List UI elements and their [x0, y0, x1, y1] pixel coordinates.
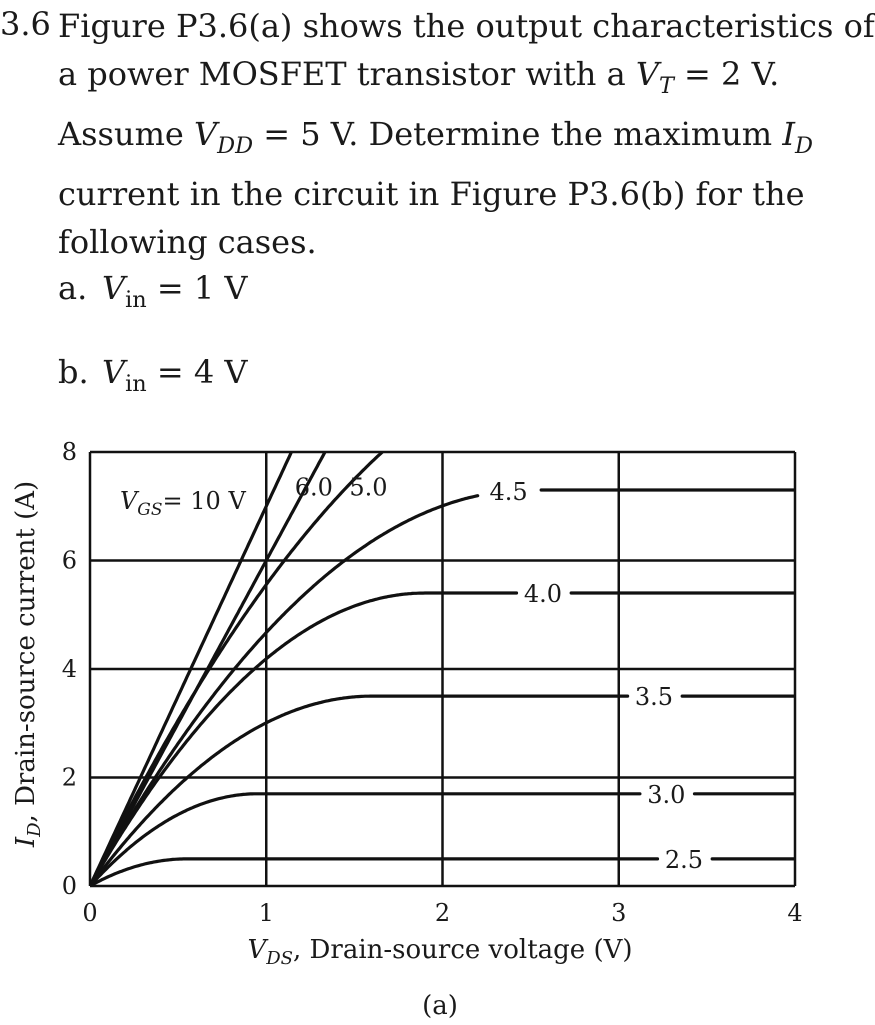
x-tick-label-1: 1	[258, 899, 274, 927]
problem-line-2-text: a power MOSFET transistor with a	[58, 55, 626, 93]
case-a-value: = 1 V	[146, 269, 248, 307]
figure-caption: (a)	[422, 991, 458, 1021]
grid-lines	[90, 452, 795, 886]
case-a-subscript: in	[125, 286, 147, 313]
problem-statement	[0, 0, 875, 400]
x-tick-label-3: 3	[611, 899, 627, 927]
case-a-label: a.	[58, 269, 88, 307]
problem-line-5: following cases.	[58, 222, 317, 261]
y-tick-label-6: 6	[61, 546, 77, 575]
curve-label-vgs-10	[120, 487, 246, 520]
curve-vgs-4-5-segment-0	[90, 496, 478, 886]
id-symbol: I	[782, 114, 795, 153]
id-subscript: D	[794, 132, 813, 159]
curve-vgs-4-0-segment-0	[90, 593, 517, 886]
vt-symbol: V	[635, 55, 659, 93]
curve-label-4-0: 4.0	[523, 580, 563, 609]
curve-label-2-5: 2.5	[664, 845, 704, 874]
x-axis-label-subscript: DS	[266, 948, 294, 969]
vt-subscript: T	[658, 72, 674, 99]
vdd-symbol: V	[194, 114, 218, 153]
x-axis-label-symbol: V	[247, 935, 267, 965]
vt-value: = 2 V.	[673, 55, 780, 93]
x-tick-label-4: 4	[787, 899, 803, 927]
problem-text	[58, 2, 875, 266]
case-b	[58, 352, 248, 404]
y-tick-label-2: 2	[61, 763, 77, 792]
y-tick-label-0: 0	[61, 872, 77, 900]
problem-number: 3.6	[0, 5, 51, 43]
y-axis-label-symbol: I	[11, 836, 41, 848]
chart-container	[0, 430, 807, 1021]
curve-label-5-0: 5.0	[349, 473, 388, 502]
vgs-symbol: V	[119, 486, 138, 515]
mosfet-output-characteristics-chart	[0, 430, 807, 1021]
curve-label-6-0: 6.0	[294, 473, 333, 502]
y-tick-label-4: 4	[61, 655, 77, 683]
curve-label-3-5: 3.5	[634, 683, 674, 712]
curve-label-4-5: 4.5	[489, 477, 528, 506]
x-tick-label-2: 2	[434, 899, 451, 927]
problem-line-3	[58, 110, 813, 170]
vgs-subscript: GS	[137, 499, 163, 520]
y-tick-label-8: 8	[61, 438, 77, 466]
y-axis-label-subscript: D	[24, 822, 45, 837]
vgs-value: = 10 V	[162, 486, 246, 515]
y-axis-label	[11, 481, 45, 848]
problem-line-2	[58, 50, 806, 110]
x-axis-label	[247, 935, 632, 969]
vdd-value: = 5 V. Determine the maximum	[253, 114, 783, 153]
case-a-symbol: V	[102, 269, 126, 307]
curve-vgs-2-5-segment-0	[90, 859, 658, 886]
case-b-subscript: in	[125, 370, 147, 397]
vdd-subscript: DD	[217, 132, 254, 159]
case-b-symbol: V	[102, 353, 126, 391]
y-axis-label-text: , Drain-source current (A)	[11, 480, 41, 823]
x-tick-label-0: 0	[82, 899, 98, 927]
case-b-value: = 4 V	[146, 353, 248, 391]
case-a	[58, 268, 248, 320]
curve-label-3-0: 3.0	[647, 780, 686, 809]
problem-line-4: current in the circuit in Figure P3.6(b) for the	[58, 174, 805, 213]
problem-line-3-text: Assume	[58, 114, 184, 153]
curve-vgs-3-0-segment-0	[90, 794, 640, 886]
x-axis-label-text: , Drain-source voltage (V)	[293, 935, 633, 965]
case-b-label: b.	[58, 353, 89, 391]
problem-line-1: Figure P3.6(a) shows the output characteristics of	[58, 7, 875, 45]
